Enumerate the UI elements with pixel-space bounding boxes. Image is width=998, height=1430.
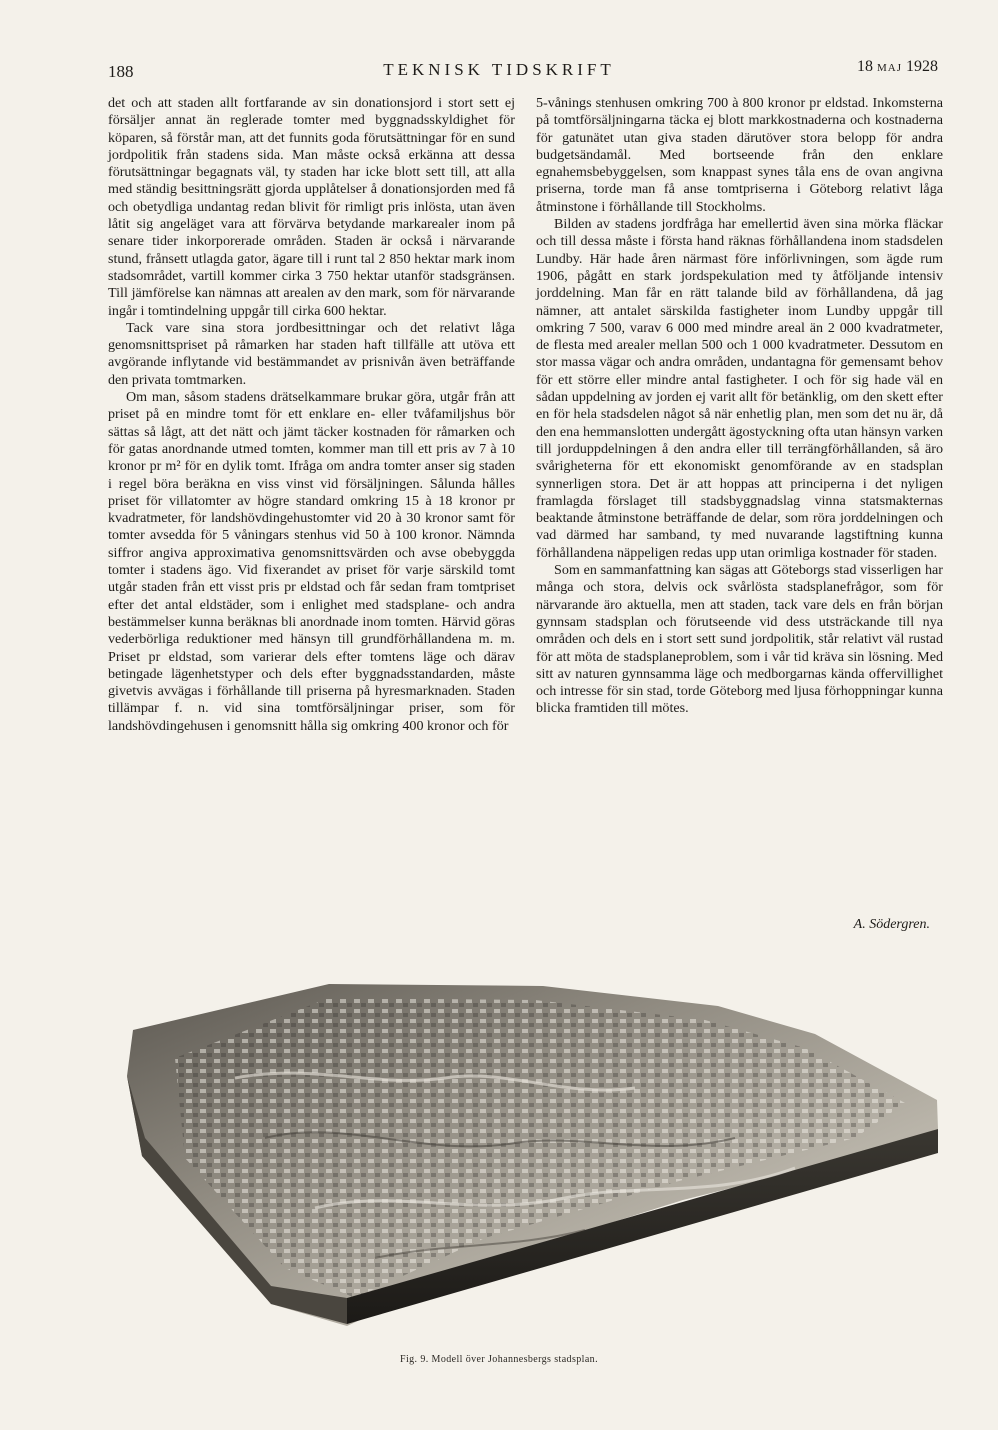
paragraph: Som en sammanfattning kan sägas att Göteborgs stad visserligen har många och stora, delvis ock svårlösta stadsplanefrågor, som för närvarande äro aktuella, men att staden, tack vare dels en från början gynnsam stadsplan och förutseende vid dess utsträckande till nya områden och dels en i stort sett sund jordpolitik, står relativt väl rustad för att möta de stadsplaneproblem, som i vår tid kräva sin lösning. Med sitt av naturen gynnsamma läge och medborgarnas kända offervillighet och intresse för sin stad, torde Göteborg med ljusa förhoppningar kunna blicka framtiden till mötes. — [536, 562, 943, 717]
right-column — [536, 95, 943, 718]
date-month: MAJ — [876, 62, 902, 74]
left-column — [108, 95, 515, 735]
date-year: 1928 — [906, 58, 938, 75]
author-signature: A. Södergren. — [853, 917, 930, 932]
journal-title: TEKNISK TIDSKRIFT — [383, 60, 615, 79]
city-model-illustration — [115, 968, 950, 1326]
paragraph: Bilden av stadens jordfråga har emellertid även sina mörka fläckar och till dessa måste i första hand räknas förhållandena inom stadsdelen Lundby. Här hade åren närmast före införlivningen, som ägde rum 1906, pågått en stark jordspekulation med ty åtföljande intensiv jorddelning. Man får en rätt talande bild av förhållandena, då jag nämner, att antalet särskilda fastigheter inom Lundby uppgår till omkring 7 500, varav 6 000 med mindre areal än 2 000 kvadratmeter, de flesta med arealer mellan 500 och 1 000 kvadratmeter. Dessutom en stor massa vägar och andra områden, undantagna för gemensamt behov för ett större eller mindre antal fastigheter. I och för sig hade väl en sådan uppdelning av jorden ej varit allt för betänklig, om den skett efter en för hela stadsdelen något så när enhetlig plan, men som det nu är, då den ena hemmanslotten undergått ägostyckning ofta utan hänsyn varken till jorduppdelningen å den andra eller till terrängförhållanden, så äro svårigheterna för ett ekonomiskt genomförande av en stadsplan synnerligen stora. Det är att hoppas att principerna i det nyligen framlagda förslaget till stadsbyggnadslag vinna statsmakternas beaktande åtminstone beträffande de delar, som röra jorddelningen och vad därmed har samband, ty med nuvarande lagstiftning kunna förhållandena näppeligen redas upp utan orimliga kostnader för staden. — [536, 216, 943, 561]
paragraph: Om man, såsom stadens drätselkammare brukar göra, utgår från att priset på en mindre tomt för ett enklare en- eller tvåfamiljshus bör sättas så lågt, att det nätt och jämt täcker kostnaden för råmarken och för gatas anordnande utmed tomten, kommer man till ett pris av 7 à 10 kronor pr m² för en dylik tomt. Ifråga om andra tomter anser sig staden i regel böra beräkna en viss vinst vid försäljningen. Sålunda hålles priset för villatomter av högre standard omkring 15 à 18 kronor pr kvadratmeter, för landshövdingehustomter vid 20 à 30 kronor samt för tomter avsedda för 5 våningars stenhus vid 50 à 100 kronor. Nämnda siffror angiva approximativa genomsnittsvärden och avse obebyggda tomter i stadens ägo. Vid fixerandet av priset för varje särskild tomt utgår staden från ett visst pris pr eldstad och får sedan fram tomtpriset efter det antal eldstäder, som i enlighet med stadsplane- och andra bestämmelser kunna beräknas bli anordnade inom tomten. Härvid göras vederbörliga reduktioner med hänsyn till grundförhållandena m. m. Priset pr eldstad, som varierar dels efter tomtens läge och därav betingade lägenhetstyper och dels efter byggnadsstandarden, måste givetvis avvägas i förhållande till priserna på hyresmarknaden. Staden tillämpar f. n. vid sina tomtförsäljningar priser, som för landshövdingehusen i genomsnitt hålla sig omkring 400 kronor och för — [108, 389, 515, 734]
paragraph: 5-vånings stenhusen omkring 700 à 800 kronor pr eldstad. Inkomsterna på tomtförsäljningarna täcka ej blott markkostnaderna och kostnaderna för gatunätet utan giva staden därutöver stora belopp för andra budgetsändamål. Med bortseende från den enklare egnahemsbebyggelsen, som knappast synes tåla ens de ovan angivna priserna, torde man få anse tomtpriserna i Göteborg relativt låga åtminstone i förhållande till Stockholms. — [536, 95, 943, 215]
paragraph: Tack vare sina stora jordbesittningar och det relativt låga genomsnittspriset på råmarken har staden haft tillfälle att utöva ett avgörande inflytande vid bestämmandet av prisnivån även beträffande den privata tomtmarken. — [108, 319, 515, 388]
figure-caption: Fig. 9. Modell över Johannesbergs stadsplan. — [400, 1354, 598, 1365]
paragraph: det och att staden allt fortfarande av sin donationsjord i stort sett ej försäljer annat än reglerade tomter med byggnadsskyldighet för köparen, så förstår man, att det funnits goda förutsättningar för en sund jordpolitik från stadens sida. Man måste också erkänna att dessa förutsättningar begagnats väl, ty staden har icke blott sett till, att alla med ständig besittningsrätt gjorda upplåtelser å donationsjorden med få och obetydliga undantag redan blivit för rimligt pris inlösta, utan även låtit sig angeläget vara att förvärva betydande markarealer inom på senare tider inkorporerade områden. Staden är också i närvarande stund, frånsett utlagda gator, ägare till i runt tal 2 850 hektar mark inom stadsområdet, vartill kommer cirka 3 750 hektar utanför stadsgränsen. Till jämförelse kan nämnas att arealen av den mark, som för närvarande ingår i tomtindelning uppgår till cirka 600 hektar. — [108, 95, 515, 319]
issue-date — [857, 58, 938, 76]
city-model-photograph — [115, 968, 950, 1326]
date-day: 18 — [856, 58, 873, 75]
page-number: 188 — [108, 62, 134, 81]
page-header — [0, 58, 998, 88]
